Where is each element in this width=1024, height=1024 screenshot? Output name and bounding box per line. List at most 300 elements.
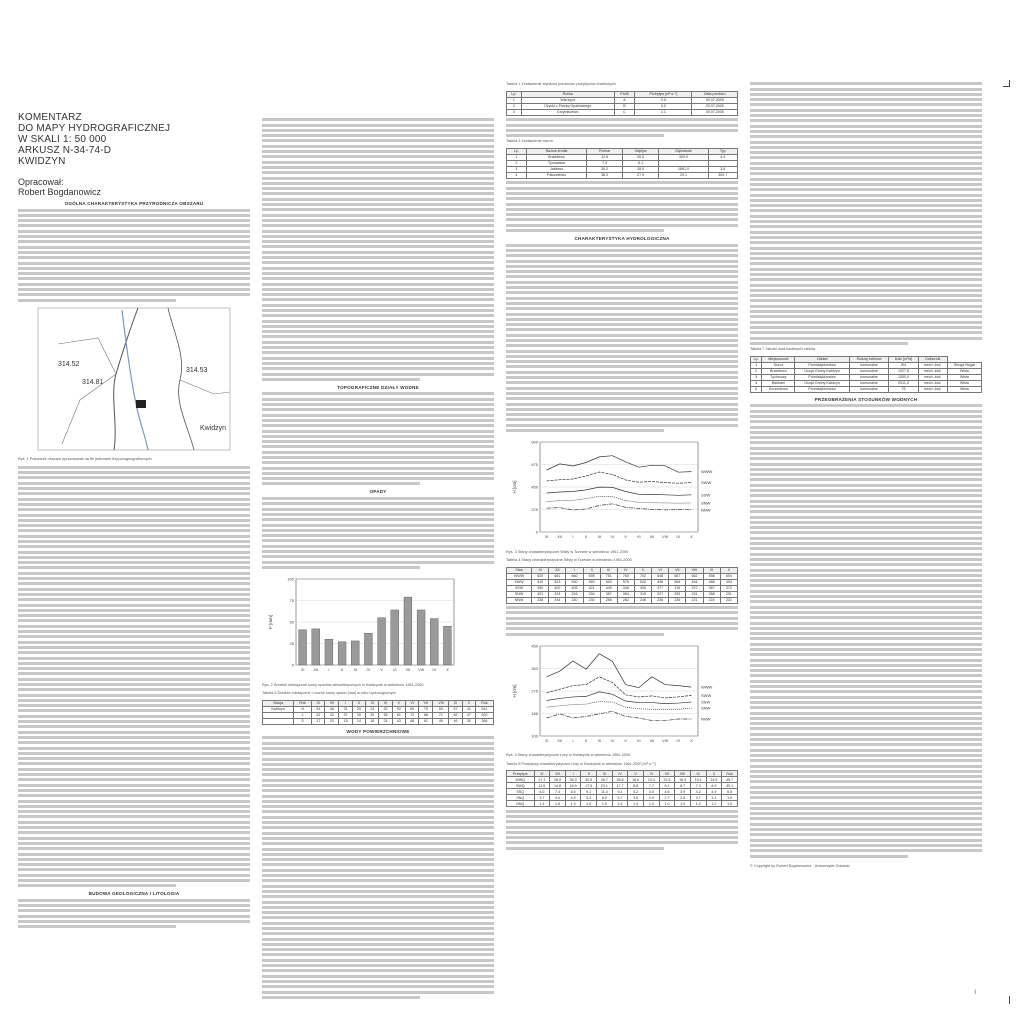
table-cell: komunalne [849,368,889,374]
table-cell: 3 [507,109,522,115]
table-header-cell: X [706,771,722,777]
table-cell: 16.9 [565,783,581,789]
table-cell: 7.4 [550,789,566,795]
table-cell: 3.9 [675,789,691,795]
table-header-cell: Rok [294,700,312,706]
crop-mark-top-right [1003,80,1010,87]
y-tick-label: 363 [531,665,538,671]
table-header-cell: X [462,700,475,706]
table-cell: 4.4 [550,795,566,801]
table-cell: 316 [566,591,583,597]
table-header-cell: IV [379,700,392,706]
table-cell: 45.7 [597,777,613,783]
table-header-cell: III [600,567,617,573]
table-cell: komunalne [849,386,889,392]
table-cell: 11.4 [597,789,613,795]
table-cell: 314 [549,591,566,597]
table-cell: 246 [634,597,651,603]
section-heading: TOPOGRAFICZNE DZIAŁY WODNE [337,384,419,390]
table-header-cell: Rodzaj ścieków [849,356,889,362]
vistula-stages-chart [506,434,738,546]
table-cell: 494 [686,579,703,585]
series-label: NNW [701,716,711,722]
table-cell: 315 [634,591,651,597]
table-cell: Korzeniewo [762,386,795,392]
y-tick-label: 450 [531,643,538,649]
table-cell: 238 [532,597,549,603]
table-cell: 300.7 [708,173,737,179]
x-tick-label: VI [636,737,641,743]
column-4-content [750,80,982,1000]
table-cell: WWQ [507,777,535,783]
table-cell: Wisła [947,380,981,386]
table-row [507,109,738,115]
table-cell: 15.1 [690,777,706,783]
location-map [18,304,250,454]
table-cell: 266 [600,597,617,603]
table-caption: Tabela 3 Średnie miesięczne i roczne sumy opadu [mm] w roku hydrologicznym [262,691,396,696]
table-cell: 9.1 [612,789,628,795]
table-cell: 61 [392,712,405,718]
table-cell: 384 [476,718,494,724]
table-cell: 6.1 [622,161,659,167]
author-label: Opracował: [18,177,64,187]
table-header-cell: V [634,567,651,573]
table-cell: Urząd Gminy Kwidzyn [795,368,849,374]
table-header-cell: IX [690,771,706,777]
x-tick-label: III [353,667,357,673]
table-cell: komunalne [849,380,889,386]
column-1 [18,112,250,1002]
x-tick-label: VIII [418,667,425,673]
table-cell: WWW [507,573,532,579]
table-cell: 2 [751,368,762,374]
table-cell: mech.-biol. [918,374,947,380]
table-cell: 12.8 [587,155,622,161]
table-cell: 376 [669,585,686,591]
table-cell: 62 [449,712,462,718]
table-header-cell: I [339,700,352,706]
table-cell: 47 [462,712,475,718]
table-cell: 282 [617,597,634,603]
table-cell: SSQ [507,789,535,795]
table-cell: 2.7 [690,795,706,801]
table-cell: 405 [634,585,651,591]
table-cell: 35.8 [612,777,628,783]
table-cell: 224 [703,597,720,603]
table-cell: 43 [392,718,405,724]
precipitation-chart [262,571,494,679]
table-cell: Wisła [947,368,981,374]
table-cell: A [614,97,635,103]
table-cell: 17.5 [581,783,597,789]
table-cell: Przedsiębiorstwo [795,362,849,368]
table-header-cell: VII [419,700,433,706]
table-cell: 506 [669,579,686,585]
table-cell: 3 [507,167,527,173]
table-header-cell: VIII [433,700,449,706]
table-cell: 88 [419,712,433,718]
table-cell: Urząd Gminy Kwidzyn [795,380,849,386]
flows-table [506,91,738,116]
table-cell: 1.9 [722,795,738,801]
x-tick-label: XI [544,534,549,540]
title-line: KOMENTARZ [18,112,82,123]
table-header-cell: XII [325,700,339,706]
table-caption: Tabela 5 Przepływy charakterystyczne Liwy w Kwidzynie w wieloleciu 1961-2000 [m³·s⁻¹] [506,761,656,766]
title-line: W SKALI 1: 50 000 [18,134,107,145]
table-cell: 5.2 [628,789,644,795]
table-cell: 695 [583,573,600,579]
table-cell: 620 [532,573,549,579]
bar [391,610,399,665]
springs-table [506,148,738,179]
table-cell: 41 [462,706,475,712]
table-cell: 03.07.2005 [692,103,738,109]
vistula-stages-table [506,567,738,604]
document-title [18,112,250,167]
table-cell: 5/4 [889,362,918,368]
table-header-cell: Przepływ [507,771,535,777]
x-tick-label: VI [392,667,397,673]
x-tick-label: II [584,737,588,743]
column-2 [262,116,494,1006]
table-cell: SWW [507,579,532,585]
table-cell: 13.4 [644,777,660,783]
body-text [262,118,494,381]
table-cell: 4.2 [690,789,706,795]
table-cell: 1.0 [722,801,738,807]
y-axis-label: H [cm] [512,684,517,698]
table-cell: 0.5 [635,97,692,103]
region-label-314-52: 314.52 [58,360,80,368]
table-header-cell: Przepływ [m³·s⁻¹] [635,91,692,97]
table-header-cell: XII [550,771,566,777]
table-cell: 42 [325,712,339,718]
table-cell: Struga Nogat [947,362,981,368]
table-cell: 52 [392,706,405,712]
table-cell: 520 [634,579,651,585]
figure-caption: Rys. 4 Stany charakterystyczne Liwy w Kwidzynie w wieloleciu 1961-2000 [506,753,631,758]
body-text [506,118,738,137]
table-header-cell: II [583,567,600,573]
x-tick-label: II [584,534,588,540]
table-cell: 30.07.2005 [692,97,738,103]
table-cell: 230 [583,597,600,603]
x-tick-label: IV [610,737,615,743]
table-cell: 702 [634,573,651,579]
table-header-cell: IX [449,700,462,706]
table-cell: 27.1 [534,777,550,783]
table-cell: 57 [449,706,462,712]
table-header-cell: Lp. [751,356,762,362]
table-header-cell: VIII [675,771,691,777]
table-cell: 681 [549,573,566,579]
table-cell: 575 [617,579,634,585]
table-cell: 30.1 [722,783,738,789]
x-tick-label: X [690,534,693,540]
table-header-cell: VI [644,771,660,777]
table-cell [263,718,294,724]
bar [299,630,307,665]
table-row [263,718,494,724]
table-cell: 7.7 [644,783,660,789]
table-cell: 1.3 [565,801,581,807]
table-cell: 510 [532,579,549,585]
x-tick-label: IX [432,667,437,673]
bar [351,641,359,665]
table-cell: Ożycki z Polską Opalińskiego [521,103,614,109]
y-axis-label: P [mm] [268,615,273,630]
table-cell: 1 [507,97,522,103]
table-cell: 0.0 [635,103,692,109]
table-cell: 598 [703,573,720,579]
x-tick-label: XII [557,534,563,540]
body-text [18,209,250,302]
table-cell: 75 [889,386,918,392]
table-header-cell: XI [534,771,550,777]
table-cell: 28.0 [622,167,659,173]
table-cell: 2 [507,161,527,167]
liwa-stages-chart [506,638,738,750]
table-cell: 220 [566,597,583,603]
table-cell: 494 [720,579,737,585]
x-tick-label: I [328,667,330,673]
table-cell: 37 [339,712,352,718]
table-cell: 32 [379,706,392,712]
table-cell: 4.5 [644,789,660,795]
section-heading: OGÓLNA CHARAKTERYSTYKA PRZYRODNICZA OBSZARU [64,201,204,206]
table-cell: 6.5 [722,789,738,795]
table-cell: SNW [507,591,532,597]
location-map-figure [18,304,250,455]
table-cell: 1 [751,362,762,368]
precipitation-table [262,700,494,725]
figure-caption: Rys. 2 Średnie miesięczne sumy opadów atmosferycznych w Kwidzynie w wieloleciu 1961-2000 [262,682,424,687]
table-cell: 29.1 [659,173,708,179]
table-cell: 541 [476,706,494,712]
table-cell: 15 [339,718,352,724]
table-header-cell: V [628,771,644,777]
table-cell: NNW [507,597,532,603]
x-tick-label: III [597,737,601,743]
table-cell: 372 [720,585,737,591]
table-cell: 22.5 [659,777,675,783]
table-cell: Pakowiecko [526,173,587,179]
series-label: SWW [701,480,712,486]
table-cell: 31 [339,706,352,712]
table-cell: 17 [312,718,325,724]
y-tick-label: 0 [291,662,294,668]
liwa-stages-chart-figure [506,638,738,751]
table-cell: 4.4 [708,155,737,161]
table-caption: Tabela 2 Zestawienie wzroń [506,139,553,144]
table-cell: 660 [566,573,583,579]
table-cell: Bałdram [762,380,795,386]
table-cell: 488 [703,579,720,585]
table-cell: 291 [720,591,737,597]
table-cell: 17.7 [612,783,628,789]
table-cell: 297 [652,591,669,597]
series-label: NNW [701,507,711,513]
table-cell: 30 [352,712,365,718]
table-cell: SSW [507,585,532,591]
series-label: WWW [701,684,713,690]
table-cell: Brachlewo [526,155,587,161]
table-header-cell: VII [669,567,686,573]
x-tick-label: V [380,667,383,673]
anchor [506,250,738,251]
table-cell: 1.8 [550,801,566,807]
x-tick-label: XII [313,667,319,673]
credits: © Copyright by Robert Bogdanowicz · Uniwersytet Gdański [750,863,850,868]
table-cell: 2.4 [612,801,628,807]
y-tick-label: 100 [531,733,538,739]
section-heading: BUDOWA GEOLOGICZNA I LITOLOGIA [88,891,180,897]
table-header-cell: I [566,567,583,573]
table-cell: NNQ [507,801,535,807]
x-tick-label: VIII [662,534,669,540]
table-cell: 648 [652,573,669,579]
table-cell: 4.9 [706,789,722,795]
table-cell: 357 [600,591,617,597]
table-header-cell: VIII [686,567,703,573]
table-header-cell: III [366,700,379,706]
bar [364,633,372,665]
table-cell: 236 [652,597,669,603]
wastewater-table [750,356,982,393]
table-row [751,386,982,392]
section-heading: PRZEOBRAŻENIA STOSUNKÓW WODNYCH [814,396,918,402]
table-header-cell: V [392,700,405,706]
table-cell: Gurcz [762,362,795,368]
table-cell: 620 [476,712,494,718]
table-header-cell: Pomiar [587,149,622,155]
table-cell: 390 [532,585,549,591]
table-cell: Brachlewo [762,368,795,374]
table-cell: 20 [325,718,339,724]
table-cell: 3.8 [708,167,737,173]
table-header-cell: Data pomiaru [692,91,738,97]
table-cell: 400 [549,585,566,591]
title-line: KWIDZYN [18,156,66,167]
figure-caption: Rys. 3 Stany charakterystyczne Wisły w Tczewie w wieloleciu 1961-2000 [506,549,629,554]
y-tick-label: 450 [531,484,538,490]
table-cell: 405 [566,585,583,591]
series-label: SWW [701,692,712,698]
bar [443,627,451,666]
y-tick-label: 0 [535,529,538,535]
y-tick-label: 75 [289,598,294,604]
table-cell: 48 [406,718,419,724]
table-cell: 7.3 [690,783,706,789]
body-text [506,181,738,232]
table-cell: 8.5 [565,789,581,795]
table-cell: 1.3 [534,801,550,807]
table-cell: 24 [366,706,379,712]
table-cell: 38 [379,712,392,718]
y-tick-label: 188 [531,710,538,716]
table-cell: mech.-biol. [918,386,947,392]
x-tick-label: IX [676,737,681,743]
series-label: SNW [701,705,711,711]
table-cell: Wisła [947,374,981,380]
y-tick-label: 225 [531,507,538,513]
table-header-cell: Miejscowość [762,356,795,362]
crop-mark-bottom-right [1008,996,1010,1004]
bar [338,642,346,665]
table-cell: SWQ [507,783,535,789]
table-cell: 46 [449,718,462,724]
table-cell: mech.-biol. [918,368,947,374]
table-cell: 1.0 [675,801,691,807]
table-cell: 1927,8 [889,368,918,374]
table-cell: komunalne [849,362,889,368]
x-tick-label: XI [544,737,549,743]
table-cell: 30.2 [587,167,622,173]
table-cell: 1050,0 [889,374,918,380]
table-caption: Tabela 7 Jakość wód badanych cieków [750,347,816,352]
table-header-cell: Zakład [795,356,849,362]
vistula-stages-chart-figure [506,434,738,547]
table-cell: 8.8 [628,783,644,789]
table-cell: 4.9 [565,795,581,801]
table-cell: 3.5 [628,795,644,801]
x-tick-label: V [624,534,627,540]
table-cell: 16.9 [675,777,691,783]
table-header-cell: VII [659,771,675,777]
table-cell: 530 [566,579,583,585]
table-cell: 34 [312,706,325,712]
table-cell: 11.6 [534,783,550,789]
bar [430,619,438,665]
bar [404,597,412,665]
table-cell: 49 [433,718,449,724]
table-cell: Kwidzyn [263,706,294,712]
table-cell: 35.3 [565,777,581,783]
region-label-314-53: 314.53 [186,366,208,374]
table-cell: 1.2 [690,801,706,807]
table-cell: 36 [325,706,339,712]
table-header-cell: Ilość [m³/d] [889,356,918,362]
table-cell: 1.3 [644,801,660,807]
series-label: WWW [701,469,713,475]
x-tick-label: VI [636,534,641,540]
x-tick-label: IV [610,534,615,540]
x-tick-label: VII [649,534,655,540]
series-label: SNW [701,500,711,506]
page-number: I [974,990,976,996]
section-heading: CHARAKTERYSTYKA HYDROLOGICZNA [574,236,670,242]
table-header-cell: X [720,567,737,573]
table-cell: 1.9 [597,801,613,807]
table-cell: Grzymiszewo [521,109,614,115]
table-cell: C [614,109,635,115]
table-cell: komunalne [849,374,889,380]
figure-caption: Rys. 1 Położenie obszaru opracowania na tle jednostek fizycznogeograficznych [18,457,152,462]
table-header-cell: Stacja [263,700,294,706]
table-cell: 662 [686,573,703,579]
table-cell: 5.7 [612,795,628,801]
table-cell: 421 [583,585,600,591]
table-cell: 24 [379,718,392,724]
table-header-cell: Odbiornik [918,356,947,362]
x-tick-label: I [572,534,574,540]
y-tick-label: 100 [287,576,294,582]
table-cell: 523 [549,579,566,585]
table-caption: Tabela 1 Zestawienie wyników pomiarów przepływów chwilowych [506,82,616,86]
table-cell: Tymawska [526,161,587,167]
